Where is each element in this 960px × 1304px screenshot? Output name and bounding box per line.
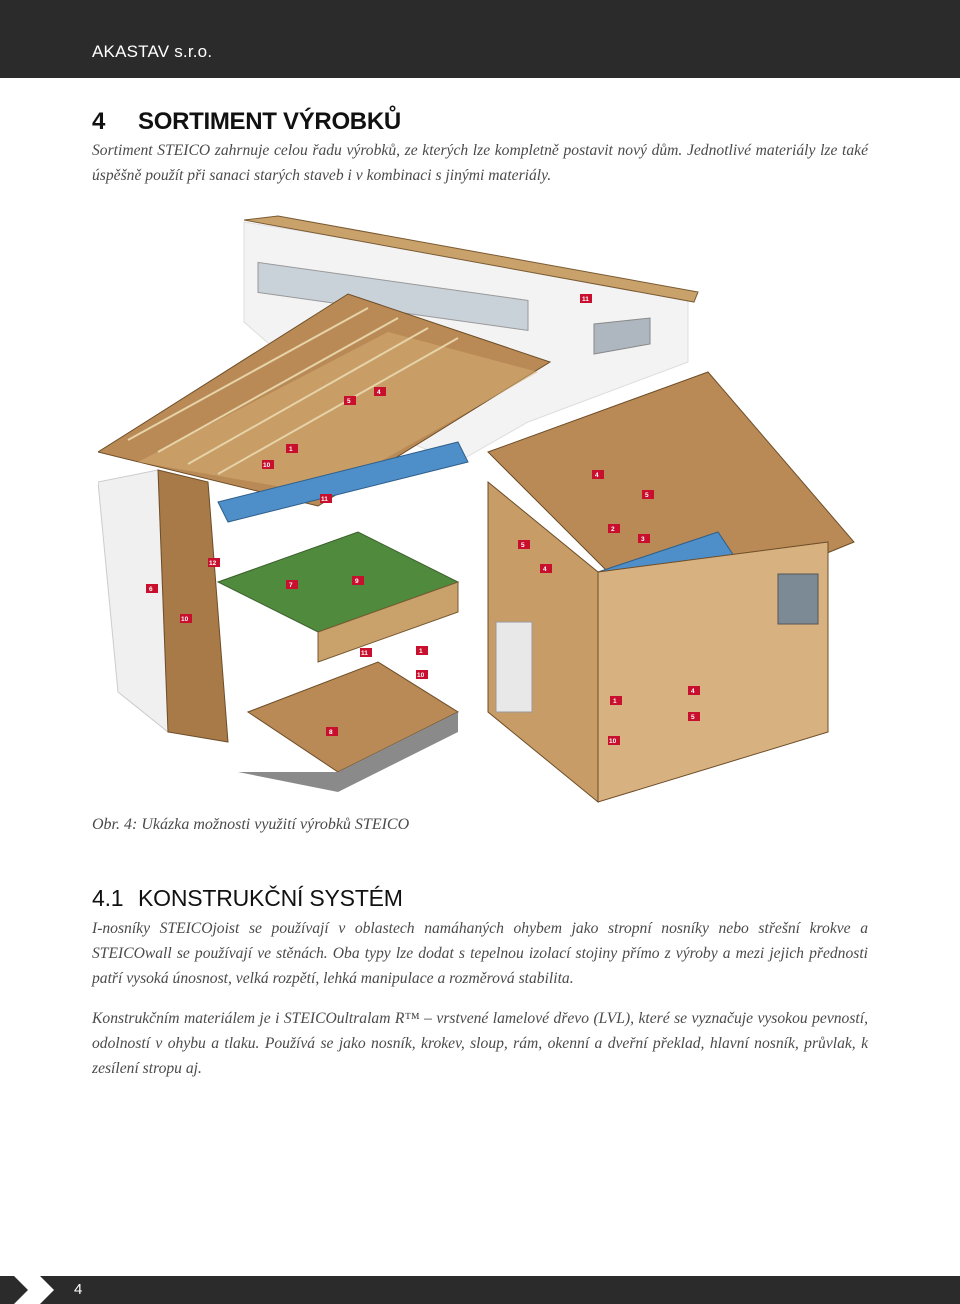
- front-door: [496, 622, 532, 712]
- svg-text:5: 5: [691, 714, 695, 721]
- subsection-paragraph-1: I-nosníky STEICOjoist se používají v oblastech namáhaných ohybem jako stropní nosníky nebo střešní krokve a STEICOwall se používají ve stěnách. Oba typy lze dodat s tepelnou izolací stojiny přímo z výroby a mezi jejich přednosti patří vysoká únosnost, velká rozpětí, lehká manipulace a rozměrová stabilita.: [92, 920, 868, 987]
- subsection-title: KONSTRUKČNÍ SYSTÉM: [138, 885, 403, 911]
- left-wall: [98, 470, 168, 732]
- svg-text:10: 10: [181, 616, 189, 623]
- page-number: 4: [74, 1281, 83, 1298]
- svg-text:1: 1: [613, 698, 617, 705]
- house-illustration: [98, 212, 860, 804]
- svg-text:5: 5: [347, 398, 351, 405]
- svg-text:5: 5: [645, 492, 649, 499]
- right-window: [778, 574, 818, 624]
- svg-text:1: 1: [289, 446, 293, 453]
- section-intro: Sortiment STEICO zahrnuje celou řadu výrobků, ze kterých lze kompletně postavit nový dům. Jednotlivé materiály lze také úspěšně použít při sanaci starých staveb i v kombinaci s jinými materiály.: [92, 142, 868, 184]
- svg-text:11: 11: [361, 650, 368, 657]
- svg-text:5: 5: [521, 542, 525, 549]
- svg-text:9: 9: [355, 578, 359, 585]
- svg-text:1: 1: [419, 648, 423, 655]
- svg-text:11: 11: [321, 496, 328, 503]
- svg-text:10: 10: [609, 738, 617, 745]
- svg-text:12: 12: [209, 560, 217, 567]
- svg-text:8: 8: [329, 729, 333, 736]
- left-wall-studs: [158, 470, 228, 742]
- footer-bar: [0, 1276, 960, 1304]
- section-title: SORTIMENT VÝROBKŮ: [138, 108, 401, 135]
- subsection-number: 4.1: [92, 885, 124, 911]
- section-heading: [92, 108, 401, 136]
- svg-text:10: 10: [417, 672, 425, 679]
- subsection-paragraph-2: Konstrukčním materiálem je i STEICOultralam R™ – vrstvené lamelové dřevo (LVL), které se vyznačuje vysokou pevností, odolností v ohybu a tlaku. Používá se jako nosník, krokev, sloup, rám, okenní a dveřní překlad, hlavní nosník, průvlak, k zesílení stropu aj.: [92, 1010, 868, 1077]
- header-bar: [0, 0, 960, 78]
- svg-text:4: 4: [543, 566, 547, 573]
- svg-text:2: 2: [611, 526, 615, 533]
- svg-text:6: 6: [149, 586, 153, 593]
- svg-text:10: 10: [263, 462, 271, 469]
- svg-text:4: 4: [691, 688, 695, 695]
- svg-text:11: 11: [582, 296, 589, 303]
- svg-text:7: 7: [289, 582, 293, 589]
- svg-text:4: 4: [595, 472, 599, 479]
- figure-caption: Obr. 4: Ukázka možnosti využití výrobků STEICO: [92, 816, 410, 833]
- svg-text:3: 3: [641, 536, 645, 543]
- svg-text:4: 4: [377, 389, 381, 396]
- chevron-right-icon: [14, 1276, 74, 1304]
- section-number: 4: [92, 108, 106, 135]
- subsection-heading: [92, 885, 403, 912]
- company-name: AKASTAV s.r.o.: [92, 42, 213, 61]
